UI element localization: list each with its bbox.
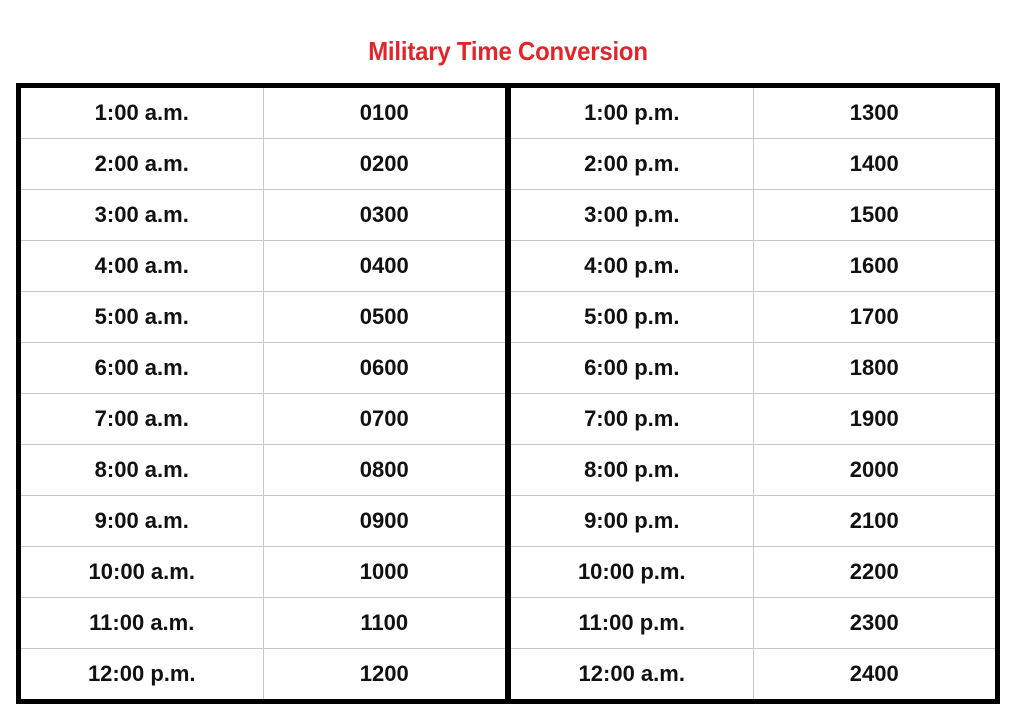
table-row	[21, 189, 505, 240]
table-row	[21, 240, 505, 291]
table-row	[21, 393, 505, 444]
standard-time-cell: 9:00 p.m.	[511, 496, 754, 546]
standard-time-cell: 6:00 p.m.	[511, 343, 754, 393]
table-row	[21, 88, 505, 138]
military-time-cell: 0100	[359, 100, 409, 125]
standard-time-cell: 10:00 p.m.	[511, 547, 754, 597]
standard-time-cell: 4:00 a.m.	[21, 241, 264, 291]
table-row	[21, 342, 505, 393]
military-time-cell: 2400	[849, 661, 899, 686]
standard-time-cell: 8:00 p.m.	[511, 445, 754, 495]
standard-time-cell: 10:00 a.m.	[21, 547, 264, 597]
military-time-cell: 1500	[849, 202, 899, 227]
table-row	[21, 648, 505, 699]
military-time-cell: 0400	[359, 253, 409, 278]
table-row	[511, 546, 995, 597]
military-time-cell: 2100	[849, 508, 899, 533]
standard-time-cell: 1:00 p.m.	[511, 88, 754, 138]
military-time-cell: 0700	[359, 406, 409, 431]
military-time-cell: 0300	[359, 202, 409, 227]
standard-time-cell: 2:00 p.m.	[511, 139, 754, 189]
conversion-table	[16, 83, 1000, 704]
military-time-cell: 1900	[849, 406, 899, 431]
table-row	[21, 444, 505, 495]
military-time-cell: 0500	[359, 304, 409, 329]
table-row	[511, 88, 995, 138]
military-time-cell: 2200	[849, 559, 899, 584]
table-row	[511, 648, 995, 699]
standard-time-cell: 7:00 a.m.	[21, 394, 264, 444]
standard-time-cell: 11:00 a.m.	[21, 598, 264, 648]
standard-time-cell: 9:00 a.m.	[21, 496, 264, 546]
military-time-cell: 2300	[849, 610, 899, 635]
military-time-cell: 1100	[360, 610, 409, 635]
standard-time-cell: 4:00 p.m.	[511, 241, 754, 291]
table-row	[511, 597, 995, 648]
pm-table-half	[508, 88, 995, 699]
standard-time-cell: 11:00 p.m.	[511, 598, 754, 648]
page-title: Military Time Conversion	[368, 36, 648, 66]
table-row	[511, 291, 995, 342]
standard-time-cell: 6:00 a.m.	[21, 343, 264, 393]
standard-time-cell: 7:00 p.m.	[511, 394, 754, 444]
military-time-cell: 0800	[359, 457, 409, 482]
table-row	[511, 495, 995, 546]
standard-time-cell: 2:00 a.m.	[21, 139, 264, 189]
standard-time-cell: 5:00 a.m.	[21, 292, 264, 342]
table-row	[511, 138, 995, 189]
table-row	[21, 138, 505, 189]
military-time-cell: 1400	[849, 151, 899, 176]
am-table-half	[21, 88, 508, 699]
standard-time-cell: 12:00 p.m.	[21, 649, 264, 699]
table-row	[511, 189, 995, 240]
military-time-cell: 0900	[359, 508, 409, 533]
table-row	[21, 546, 505, 597]
military-time-cell: 0600	[359, 355, 409, 380]
table-row	[21, 495, 505, 546]
military-time-cell: 1800	[849, 355, 899, 380]
military-time-cell: 0200	[359, 151, 409, 176]
military-time-cell: 1200	[359, 661, 409, 686]
table-row	[511, 342, 995, 393]
table-row	[21, 291, 505, 342]
table-row	[511, 444, 995, 495]
military-time-cell: 1000	[359, 559, 409, 584]
standard-time-cell: 1:00 a.m.	[21, 88, 264, 138]
table-row	[21, 597, 505, 648]
military-time-cell: 1600	[849, 253, 899, 278]
standard-time-cell: 8:00 a.m.	[21, 445, 264, 495]
standard-time-cell: 3:00 p.m.	[511, 190, 754, 240]
standard-time-cell: 5:00 p.m.	[511, 292, 754, 342]
military-time-cell: 1700	[849, 304, 899, 329]
military-time-cell: 1300	[849, 100, 899, 125]
table-row	[511, 240, 995, 291]
table-row	[511, 393, 995, 444]
standard-time-cell: 12:00 a.m.	[511, 649, 754, 699]
military-time-cell: 2000	[849, 457, 899, 482]
standard-time-cell: 3:00 a.m.	[21, 190, 264, 240]
